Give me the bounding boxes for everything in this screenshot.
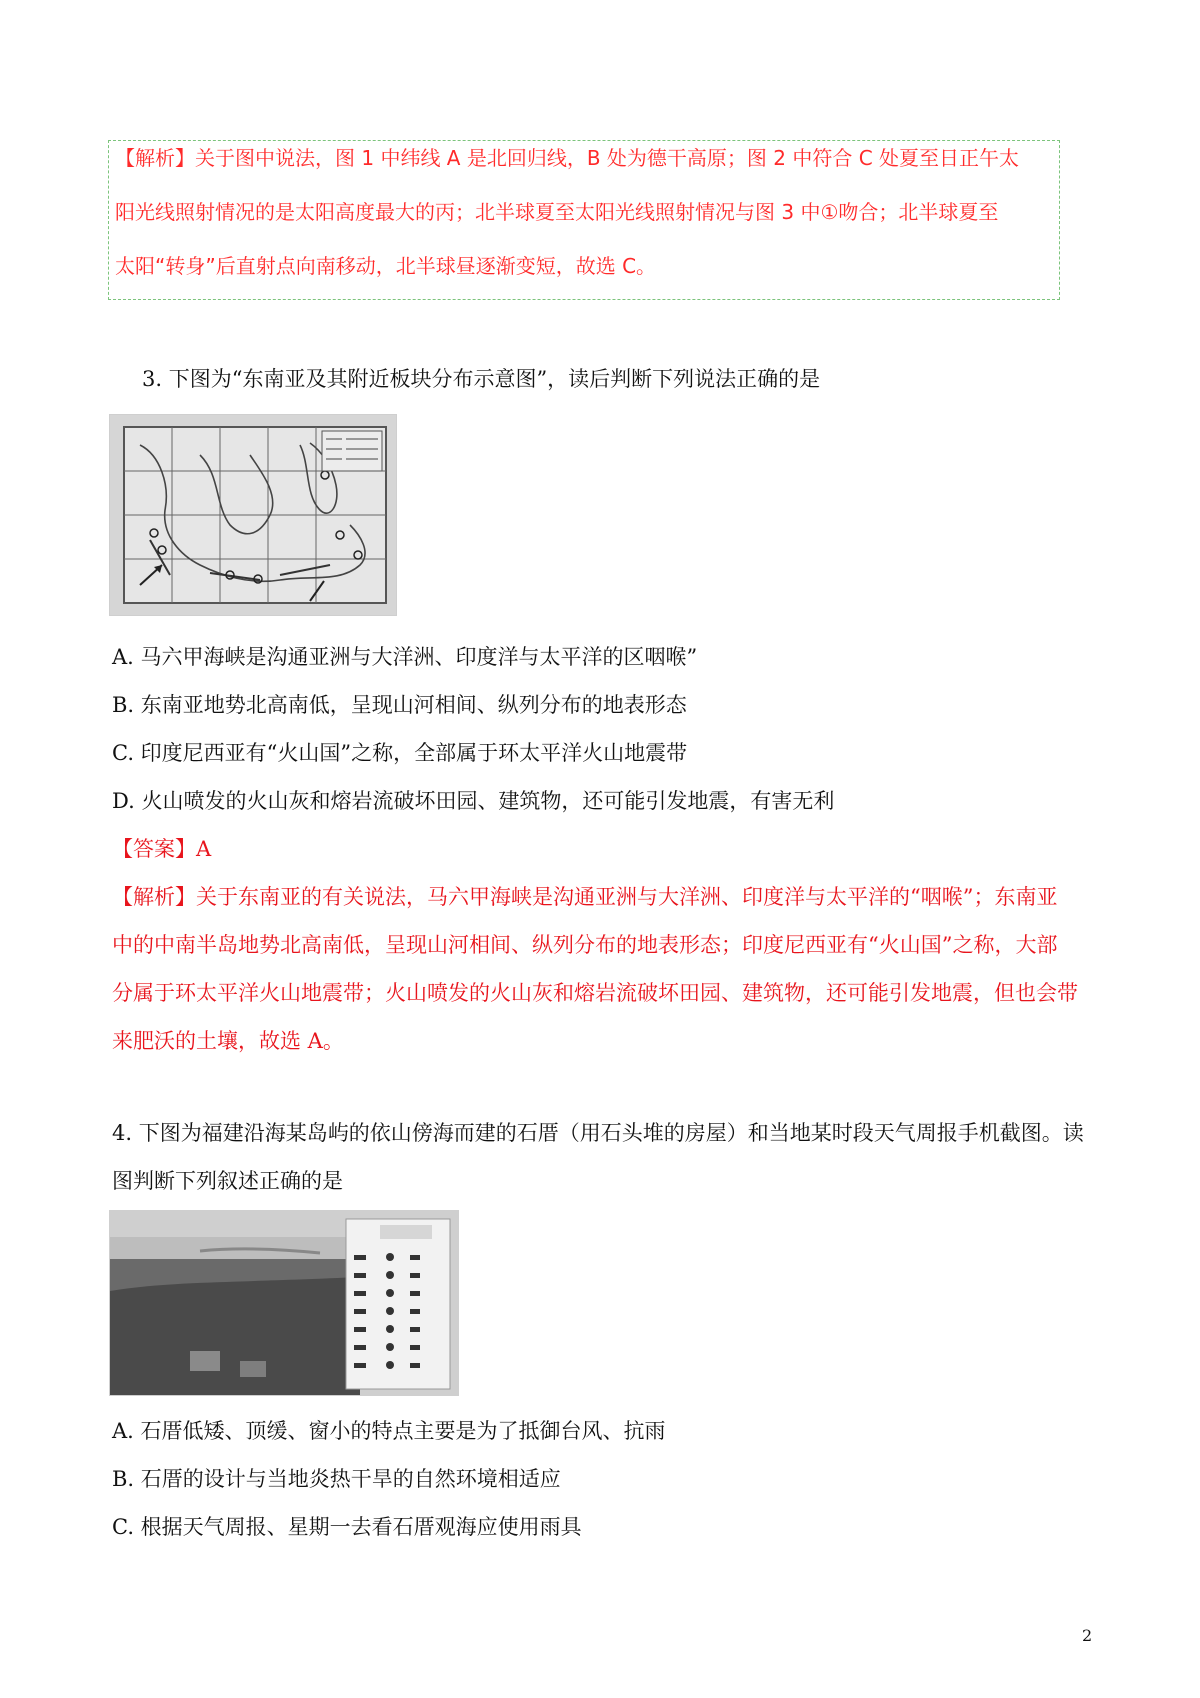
q3-map-figure: [109, 414, 397, 616]
q3-analysis-line-2: 中的中南半岛地势北高南低，呈现山河相间、纵列分布的地表形态；印度尼西亚有“火山国”之称，大部: [112, 933, 1058, 957]
q4-photo-figure: [109, 1210, 459, 1396]
q3-option-b: B. 东南亚地势北高南低，呈现山河相间、纵列分布的地表形态: [112, 693, 687, 717]
q4-option-a: A. 石厝低矮、顶缓、窗小的特点主要是为了抵御台风、抗雨: [112, 1419, 666, 1443]
q3-option-a: A. 马六甲海峡是沟通亚洲与大洋洲、印度洋与太平洋的区咽喉”: [112, 645, 698, 669]
page-number: 2: [1082, 1626, 1093, 1645]
prev-analysis-line-2: 阳光线照射情况的是太阳高度最大的丙；北半球夏至太阳光线照射情况与图 3 中①吻合；北半球夏至: [115, 200, 999, 224]
q4-stem-line-1: 4. 下图为福建沿海某岛屿的依山傍海而建的石厝（用石头堆的房屋）和当地某时段天气周报手机截图。读: [112, 1121, 1084, 1145]
q3-option-d: D. 火山喷发的火山灰和熔岩流破坏田园、建筑物，还可能引发地震，有害无利: [112, 789, 835, 813]
southeast-asia-plate-map: [110, 415, 396, 615]
q3-analysis-line-4: 来肥沃的土壤，故选 A。: [112, 1029, 344, 1053]
q4-option-c: C. 根据天气周报、星期一去看石厝观海应使用雨具: [112, 1515, 582, 1539]
prev-analysis-line-1: 【解析】关于图中说法，图 1 中纬线 A 是北回归线，B 处为德干高原；图 2 中符合 C 处夏至日正午太: [115, 146, 1020, 170]
q3-analysis-line-3: 分属于环太平洋火山地震带；火山喷发的火山灰和熔岩流破坏田园、建筑物，还可能引发地震，但也会带: [112, 981, 1078, 1005]
q3-option-c: C. 印度尼西亚有“火山国”之称，全部属于环太平洋火山地震带: [112, 741, 688, 765]
q3-stem: 3. 下图为“东南亚及其附近板块分布示意图”，读后判断下列说法正确的是: [142, 367, 821, 391]
q4-option-b: B. 石厝的设计与当地炎热干旱的自然环境相适应: [112, 1467, 561, 1491]
prev-analysis-box: [108, 140, 1060, 300]
q3-answer: 【答案】A: [112, 837, 212, 861]
q3-analysis-line-1: 【解析】关于东南亚的有关说法，马六甲海峡是沟通亚洲与大洋洲、印度洋与太平洋的“咽喉”；东南亚: [112, 885, 1058, 909]
prev-analysis-line-3: 太阳“转身”后直射点向南移动，北半球昼逐渐变短，故选 C。: [115, 254, 657, 278]
q4-stem-line-2: 图判断下列叙述正确的是: [112, 1169, 343, 1193]
stone-house-weather-photo: [110, 1211, 458, 1395]
